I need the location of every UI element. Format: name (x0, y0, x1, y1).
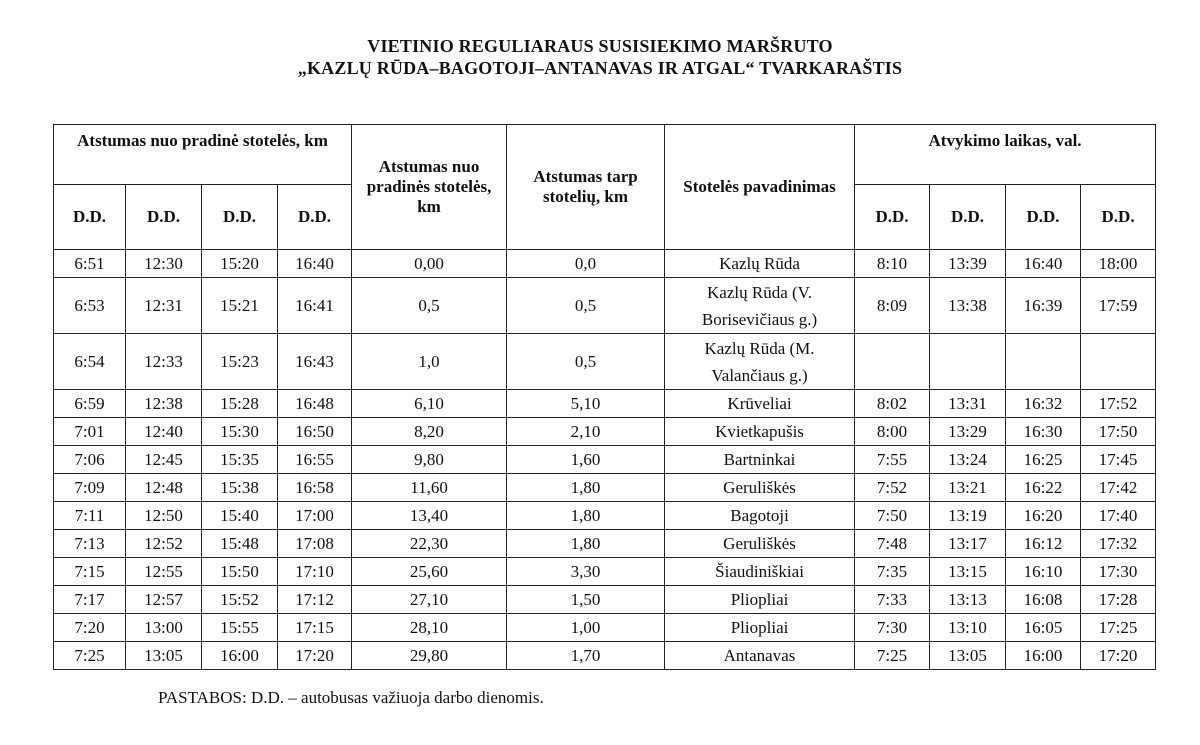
arrival-time-cell (1081, 334, 1156, 390)
departure-time-cell: 17:12 (278, 586, 352, 614)
stop-name-header: Stotelės pavadinimas (665, 125, 855, 250)
arrival-time-cell: 7:33 (855, 586, 930, 614)
departure-dd-header: D.D. (54, 185, 126, 250)
arrival-time-cell: 17:40 (1081, 502, 1156, 530)
arrival-time-cell: 16:10 (1006, 558, 1081, 586)
distance-between-cell: 1,80 (507, 474, 665, 502)
stop-name-cell: Kvietkapušis (665, 418, 855, 446)
departure-time-cell: 15:52 (202, 586, 278, 614)
arrival-time-cell: 13:15 (930, 558, 1006, 586)
departure-time-cell: 15:30 (202, 418, 278, 446)
arrival-time-cell: 17:42 (1081, 474, 1156, 502)
stop-name-cell: Bagotoji (665, 502, 855, 530)
arrival-time-cell: 7:35 (855, 558, 930, 586)
arrival-time-cell: 16:08 (1006, 586, 1081, 614)
arrival-time-cell: 13:13 (930, 586, 1006, 614)
departure-time-cell: 12:40 (126, 418, 202, 446)
arrival-time-cell: 8:02 (855, 390, 930, 418)
arrival-time-cell: 17:32 (1081, 530, 1156, 558)
departure-dd-header: D.D. (202, 185, 278, 250)
departure-time-cell: 16:58 (278, 474, 352, 502)
arrival-time-cell: 16:32 (1006, 390, 1081, 418)
departure-time-cell: 17:00 (278, 502, 352, 530)
departure-time-cell: 7:15 (54, 558, 126, 586)
departure-time-cell: 15:48 (202, 530, 278, 558)
departure-time-cell: 15:20 (202, 250, 278, 278)
stop-name-cell: Pliopliai (665, 586, 855, 614)
distance-from-start-cell: 28,10 (352, 614, 507, 642)
distance-from-start-cell: 1,0 (352, 334, 507, 390)
distance-between-header: Atstumas tarp stotelių, km (507, 125, 665, 250)
stop-name-cell: Pliopliai (665, 614, 855, 642)
departure-time-cell: 6:59 (54, 390, 126, 418)
distance-between-cell: 2,10 (507, 418, 665, 446)
stop-name-cell: Geruliškės (665, 474, 855, 502)
departure-time-cell: 15:23 (202, 334, 278, 390)
distance-between-cell: 0,0 (507, 250, 665, 278)
departure-time-cell: 15:21 (202, 278, 278, 334)
arrival-time-cell: 13:10 (930, 614, 1006, 642)
departure-time-cell: 15:38 (202, 474, 278, 502)
departure-time-cell: 7:11 (54, 502, 126, 530)
departure-time-cell: 17:10 (278, 558, 352, 586)
arrival-time-cell: 8:00 (855, 418, 930, 446)
departure-time-cell: 6:53 (54, 278, 126, 334)
departure-dd-header: D.D. (278, 185, 352, 250)
arrival-time-cell: 18:00 (1081, 250, 1156, 278)
departure-time-cell: 17:15 (278, 614, 352, 642)
arrival-time-cell: 13:29 (930, 418, 1006, 446)
departure-time-cell: 15:55 (202, 614, 278, 642)
departure-time-cell: 7:20 (54, 614, 126, 642)
arrival-time-cell: 17:59 (1081, 278, 1156, 334)
distance-from-start-cell: 25,60 (352, 558, 507, 586)
departure-time-cell: 16:48 (278, 390, 352, 418)
table-row (54, 250, 1156, 278)
stop-name-cell: Bartninkai (665, 446, 855, 474)
table-row (54, 586, 1156, 614)
departure-time-cell: 7:09 (54, 474, 126, 502)
distance-between-cell: 1,80 (507, 530, 665, 558)
departure-time-cell: 15:50 (202, 558, 278, 586)
arrival-time-cell (1006, 334, 1081, 390)
distance-from-start-cell: 22,30 (352, 530, 507, 558)
arrival-time-cell: 7:30 (855, 614, 930, 642)
distance-from-start-cell: 29,80 (352, 642, 507, 670)
stop-name-cell: Kazlų Rūda (M. Valančiaus g.) (665, 334, 855, 390)
departure-dd-header: D.D. (126, 185, 202, 250)
arrival-time-cell: 16:30 (1006, 418, 1081, 446)
arrival-time-cell: 13:17 (930, 530, 1006, 558)
departure-time-cell: 12:52 (126, 530, 202, 558)
arrival-time-cell: 16:25 (1006, 446, 1081, 474)
departure-time-cell: 12:45 (126, 446, 202, 474)
document-title-line-2: „KAZLŲ RŪDA–BAGOTOJI–ANTANAVAS IR ATGAL“ TVARKARAŠTIS (297, 58, 903, 78)
arrival-time-cell: 17:20 (1081, 642, 1156, 670)
table-row (54, 390, 1156, 418)
departure-time-cell: 12:57 (126, 586, 202, 614)
departure-time-cell: 15:28 (202, 390, 278, 418)
document-title-line-1: VIETINIO REGULIARAUS SUSISIEKIMO MARŠRUTO (367, 36, 833, 56)
departure-time-cell: 17:08 (278, 530, 352, 558)
arrival-time-cell: 16:00 (1006, 642, 1081, 670)
departure-time-cell: 7:06 (54, 446, 126, 474)
distance-between-cell: 3,30 (507, 558, 665, 586)
arrival-dd-header: D.D. (930, 185, 1006, 250)
distance-between-cell: 1,70 (507, 642, 665, 670)
distance-between-cell: 0,5 (507, 278, 665, 334)
arrival-time-cell: 8:09 (855, 278, 930, 334)
arrival-time-cell: 17:52 (1081, 390, 1156, 418)
departure-time-cell: 13:00 (126, 614, 202, 642)
distance-between-cell: 5,10 (507, 390, 665, 418)
stop-name-cell: Geruliškės (665, 530, 855, 558)
table-row (54, 558, 1156, 586)
arrival-time-cell: 7:52 (855, 474, 930, 502)
arrival-dd-header: D.D. (1006, 185, 1081, 250)
arrival-time-cell: 16:20 (1006, 502, 1081, 530)
arrival-time-cell: 13:31 (930, 390, 1006, 418)
distance-between-cell: 1,60 (507, 446, 665, 474)
departure-time-cell: 12:50 (126, 502, 202, 530)
distance-from-start-cell: 6,10 (352, 390, 507, 418)
distance-from-start-cell: 0,00 (352, 250, 507, 278)
arrival-time-cell: 17:45 (1081, 446, 1156, 474)
departure-time-cell: 7:25 (54, 642, 126, 670)
distance-between-cell: 1,00 (507, 614, 665, 642)
arrival-time-cell: 7:48 (855, 530, 930, 558)
distance-between-cell: 1,80 (507, 502, 665, 530)
arrival-group-header: Atvykimo laikas, val. (855, 125, 1156, 185)
arrival-dd-header: D.D. (1081, 185, 1156, 250)
distance-from-start-cell: 9,80 (352, 446, 507, 474)
table-row (54, 614, 1156, 642)
arrival-time-cell (855, 334, 930, 390)
arrival-time-cell: 16:12 (1006, 530, 1081, 558)
table-row (54, 334, 1156, 390)
arrival-time-cell: 17:28 (1081, 586, 1156, 614)
departure-time-cell: 16:41 (278, 278, 352, 334)
arrival-time-cell: 8:10 (855, 250, 930, 278)
departure-time-cell: 12:30 (126, 250, 202, 278)
arrival-time-cell: 13:05 (930, 642, 1006, 670)
arrival-time-cell: 16:22 (1006, 474, 1081, 502)
departure-time-cell: 7:01 (54, 418, 126, 446)
table-row (54, 530, 1156, 558)
table-row (54, 418, 1156, 446)
arrival-time-cell: 7:25 (855, 642, 930, 670)
distance-from-start-cell: 13,40 (352, 502, 507, 530)
distance-from-start-cell: 8,20 (352, 418, 507, 446)
departure-time-cell: 16:55 (278, 446, 352, 474)
arrival-time-cell: 7:50 (855, 502, 930, 530)
stop-name-cell: Kazlų Rūda (V. Borisevičiaus g.) (665, 278, 855, 334)
stop-name-cell: Šiaudiniškiai (665, 558, 855, 586)
departure-time-cell: 12:55 (126, 558, 202, 586)
arrival-time-cell (930, 334, 1006, 390)
footnote: PASTABOS: D.D. – autobusas važiuoja darbo dienomis. (158, 688, 544, 707)
arrival-time-cell: 7:55 (855, 446, 930, 474)
arrival-time-cell: 13:38 (930, 278, 1006, 334)
table-row (54, 474, 1156, 502)
departure-time-cell: 16:50 (278, 418, 352, 446)
table-row (54, 278, 1156, 334)
departure-time-cell: 7:17 (54, 586, 126, 614)
arrival-time-cell: 16:05 (1006, 614, 1081, 642)
schedule-table (53, 124, 1156, 670)
distance-between-cell: 1,50 (507, 586, 665, 614)
arrival-time-cell: 13:21 (930, 474, 1006, 502)
departure-time-cell: 12:31 (126, 278, 202, 334)
table-row (54, 502, 1156, 530)
departure-time-cell: 7:13 (54, 530, 126, 558)
arrival-time-cell: 16:39 (1006, 278, 1081, 334)
distance-between-cell: 0,5 (507, 334, 665, 390)
arrival-time-cell: 17:25 (1081, 614, 1156, 642)
departure-time-cell: 12:48 (126, 474, 202, 502)
departure-time-cell: 12:33 (126, 334, 202, 390)
departure-time-cell: 17:20 (278, 642, 352, 670)
departure-time-cell: 16:00 (202, 642, 278, 670)
arrival-time-cell: 13:19 (930, 502, 1006, 530)
departure-time-cell: 6:51 (54, 250, 126, 278)
distance-from-start-header: Atstumas nuo pradinės stotelės, km (352, 125, 507, 250)
arrival-dd-header: D.D. (855, 185, 930, 250)
distance-from-start-cell: 27,10 (352, 586, 507, 614)
schedule-body (54, 250, 1156, 670)
arrival-time-cell: 13:39 (930, 250, 1006, 278)
departure-time-cell: 13:05 (126, 642, 202, 670)
table-row (54, 642, 1156, 670)
departure-time-cell: 15:40 (202, 502, 278, 530)
arrival-time-cell: 16:40 (1006, 250, 1081, 278)
departure-time-cell: 6:54 (54, 334, 126, 390)
table-row (54, 446, 1156, 474)
distance-from-start-cell: 11,60 (352, 474, 507, 502)
distance-from-start-cell: 0,5 (352, 278, 507, 334)
arrival-time-cell: 13:24 (930, 446, 1006, 474)
arrival-time-cell: 17:30 (1081, 558, 1156, 586)
stop-name-cell: Krūveliai (665, 390, 855, 418)
departure-time-cell: 12:38 (126, 390, 202, 418)
departure-time-cell: 16:43 (278, 334, 352, 390)
stop-name-cell: Antanavas (665, 642, 855, 670)
departure-group-header: Atstumas nuo pradinė stotelės, km (54, 125, 352, 185)
arrival-time-cell: 17:50 (1081, 418, 1156, 446)
departure-time-cell: 15:35 (202, 446, 278, 474)
stop-name-cell: Kazlų Rūda (665, 250, 855, 278)
departure-time-cell: 16:40 (278, 250, 352, 278)
